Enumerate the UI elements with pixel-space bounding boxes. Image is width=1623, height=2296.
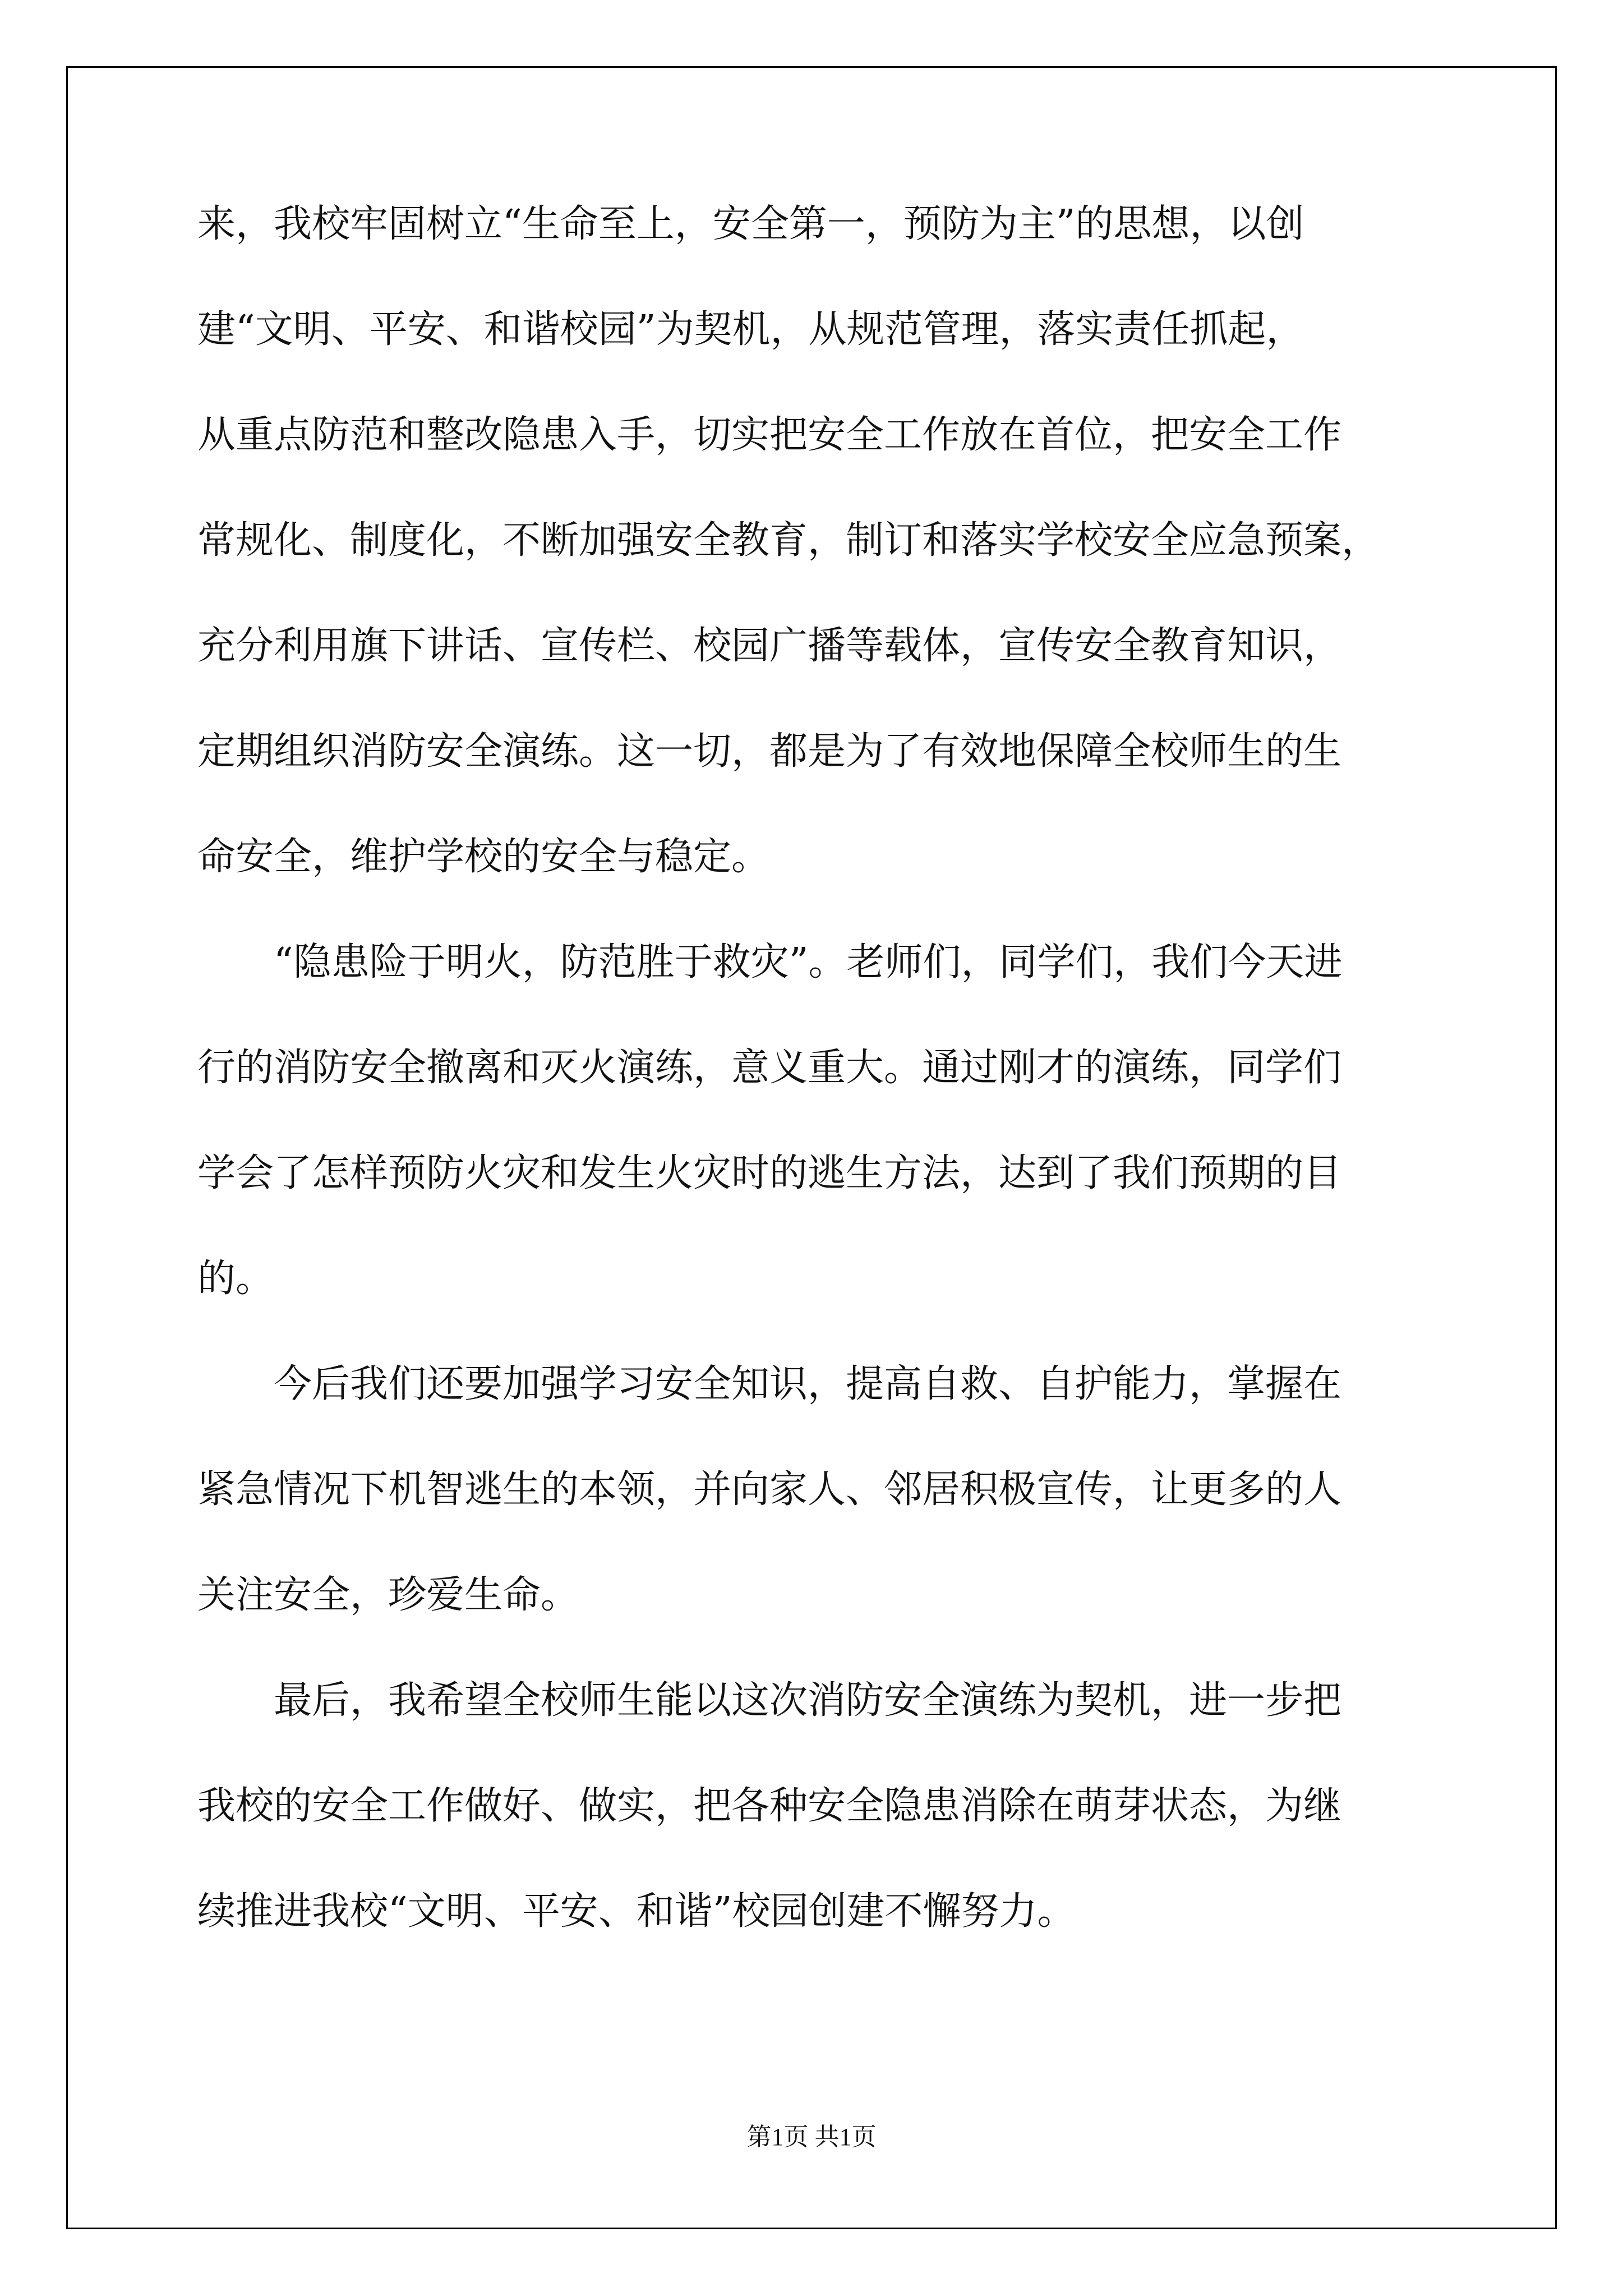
text-line: 从重点防范和整改隐患入手，切实把安全工作放在首位，把安全工作	[197, 413, 1342, 457]
text-line: 命安全，维护学校的安全与稳定。	[197, 835, 770, 879]
text-line: 学会了怎样预防火灾和发生火灾时的逃生方法，达到了我们预期的目	[197, 1151, 1342, 1195]
text-line: 充分利用旗下讲话、宣传栏、校园广播等载体，宣传安全教育知识，	[197, 624, 1342, 668]
text-line: 行的消防安全撤离和灭火演练，意义重大。通过刚才的演练，同学们	[197, 1046, 1342, 1090]
paragraph-first-line: “隐患险于明火，防范胜于救灾”。老师们，同学们，我们今天进	[274, 940, 1343, 984]
text-line: 的。	[197, 1257, 274, 1301]
paragraph-first-line: 最后，我希望全校师生能以这次消防安全演练为契机，进一步把	[274, 1678, 1342, 1723]
text-line: 建“文明、平安、和谐校园”为契机，从规范管理，落实责任抓起，	[197, 307, 1304, 352]
text-line: 我校的安全工作做好、做实，把各种安全隐患消除在萌芽状态，为继	[197, 1784, 1342, 1828]
text-line: 来，我校牢固树立“生命至上，安全第一，预防为主”的思想，以创	[197, 202, 1304, 246]
page-number-footer: 第1页 共1页	[746, 2123, 877, 2151]
text-line: 紧急情况下机智逃生的本领，并向家人、邻居积极宣传，让更多的人	[197, 1467, 1342, 1512]
text-line: 常规化、制度化，不断加强安全教育，制订和落实学校安全应急预案，	[197, 518, 1380, 563]
text-line: 定期组织消防安全演练。这一切，都是为了有效地保障全校师生的生	[197, 729, 1342, 774]
text-line: 关注安全，珍爱生命。	[197, 1573, 579, 1617]
paragraph-first-line: 今后我们还要加强学习安全知识，提高自救、自护能力，掌握在	[274, 1362, 1342, 1406]
text-line: 续推进我校“文明、平安、和谐”校园创建不懈努力。	[197, 1889, 1076, 1934]
